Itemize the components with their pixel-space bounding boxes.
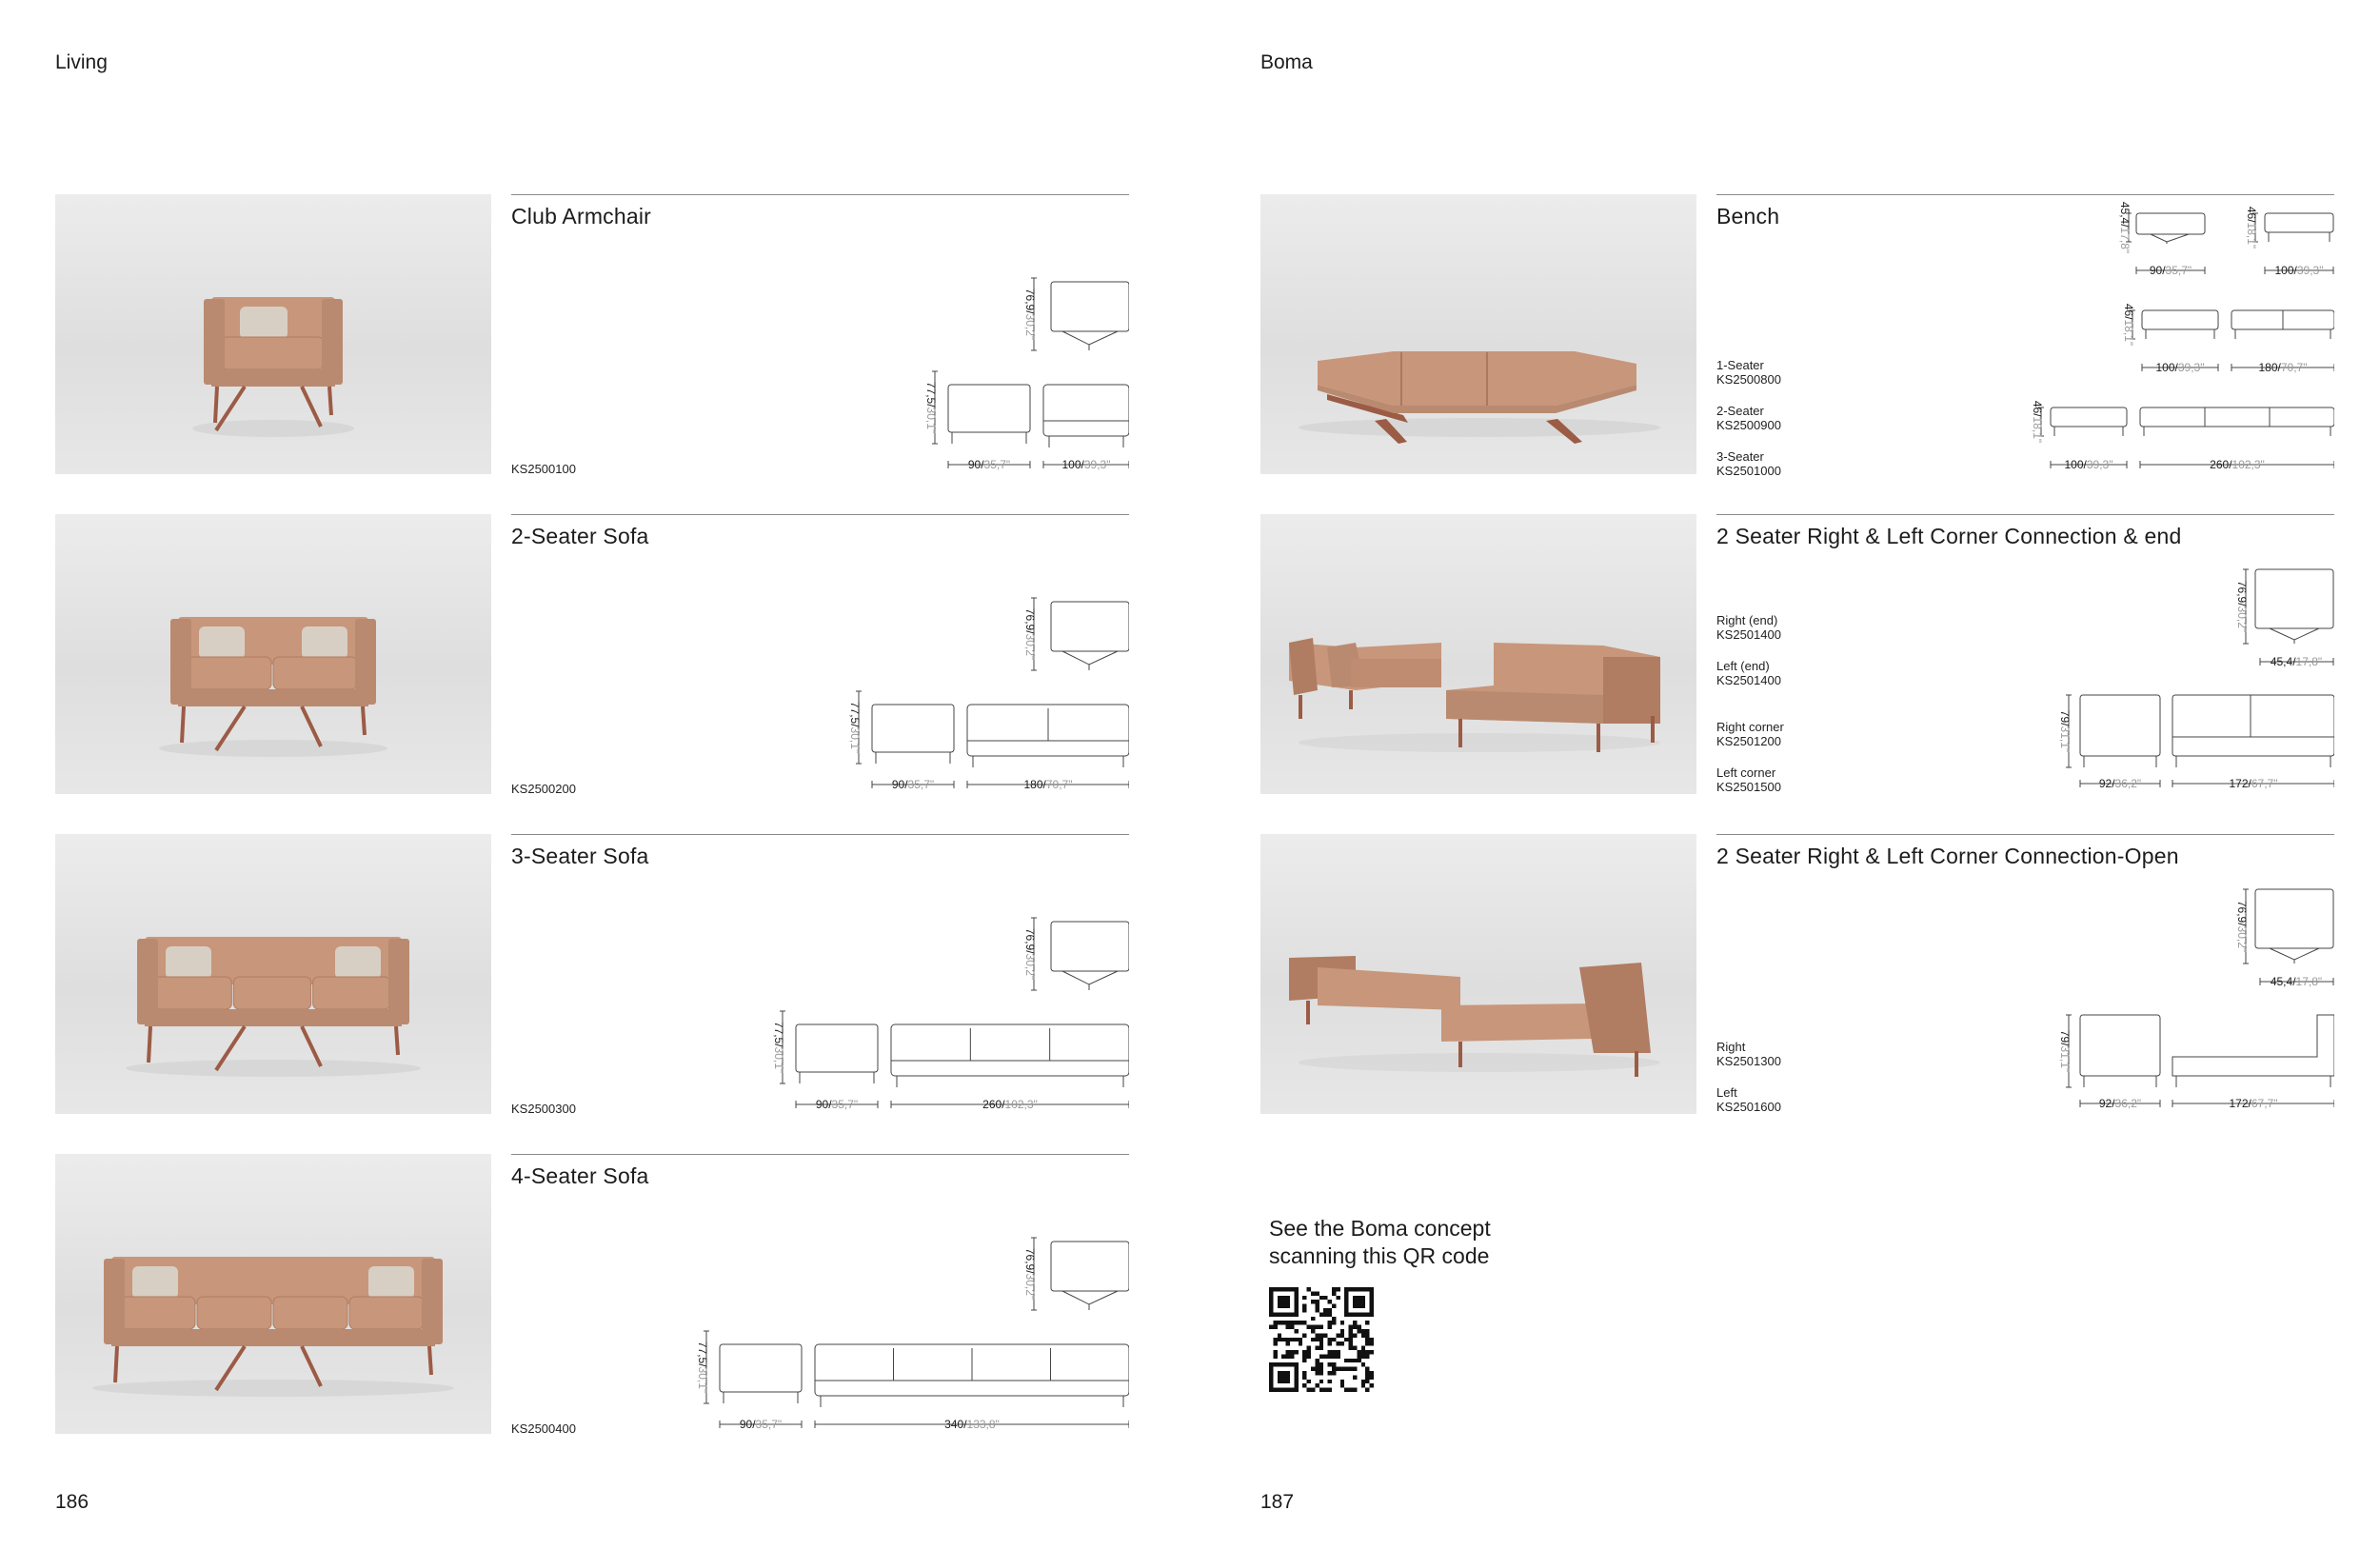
product-title: Club Armchair [511, 204, 652, 229]
dim-width: 260/102,3" [982, 1098, 1038, 1111]
variant-right-corner [1716, 720, 1784, 748]
page-number-left: 186 [55, 1491, 89, 1513]
product-code: KS2500100 [511, 462, 576, 476]
qr-code[interactable] [1269, 1287, 1374, 1392]
product-corner-end [1260, 514, 2334, 794]
section-label-boma: Boma [1260, 51, 1313, 73]
variant-label: 1-Seater [1716, 358, 1764, 372]
dim-corner-open-d-side: 45,4/17,8" [2270, 975, 2323, 988]
dim-corner-open-depth: 92/36,2" [2098, 1097, 2142, 1110]
dim-height-side: 76,9/30,2" [1023, 1247, 1037, 1301]
variant-code: KS2501000 [1716, 464, 1781, 478]
variant-right [1716, 1040, 1781, 1068]
product-title: 2-Seater Sofa [511, 524, 649, 548]
dim-height-side: 76,9/30,2" [1023, 607, 1037, 661]
product-title-corner-end: 2 Seater Right & Left Corner Connection & end [1716, 524, 2182, 548]
technical-drawings [511, 514, 1129, 794]
dim-bench-w2b: 180/70,7" [2258, 361, 2308, 374]
qr-caption [1269, 1215, 1491, 1270]
dim-width: 340/133,8" [944, 1418, 1000, 1431]
dim-corner-end-h-side: 76,9/30,2" [2235, 580, 2249, 633]
variant-2-seater [1716, 404, 1781, 432]
dim-corner-open-h-front: 79/31,1" [2058, 1029, 2072, 1073]
dim-bench-d1: 90/35,7" [2149, 264, 2192, 277]
dim-bench-h2-row3: 46/18,1" [2031, 400, 2044, 444]
product-photo-bench [1260, 194, 1696, 474]
bench-technical-drawings [1917, 194, 2334, 474]
product-photo [55, 514, 491, 794]
dim-width: 180/70,7" [1023, 778, 1073, 791]
dim-depth: 90/35,7" [815, 1098, 859, 1111]
dim-height-side: 76,9/30,2" [1023, 927, 1037, 981]
variant-code: KS2501400 [1716, 627, 1781, 642]
variant-code: KS2501600 [1716, 1100, 1781, 1114]
variant-left [1716, 1085, 1781, 1114]
product-bench [1260, 194, 2334, 478]
dim-depth: 90/35,7" [739, 1418, 783, 1431]
dim-bench-w2a: 100/39,3" [2155, 361, 2205, 374]
variant-label: Left corner [1716, 765, 1776, 780]
variant-code: KS2500900 [1716, 418, 1781, 432]
variant-code: KS2500800 [1716, 372, 1781, 387]
dim-bench-h1: 45,4/17,8" [2118, 201, 2132, 254]
dim-height-side: 76,9/30,2" [1023, 288, 1037, 341]
variant-code: KS2501200 [1716, 734, 1781, 748]
dim-depth: 90/35,7" [891, 778, 935, 791]
dim-depth: 90/35,7" [967, 458, 1011, 471]
dim-height-front: 77,5/30,1" [772, 1021, 785, 1074]
product-code: KS2500200 [511, 782, 576, 796]
variant-left-corner [1716, 765, 1781, 794]
dim-corner-open-h-side: 76,9/30,2" [2235, 900, 2249, 953]
variant-3-seater [1716, 449, 1781, 478]
product-title-bench: Bench [1716, 204, 1780, 229]
qr-caption-line: scanning this QR code [1269, 1243, 1490, 1268]
variant-label: Left (end) [1716, 659, 1770, 673]
variant-label: Right (end) [1716, 613, 1778, 627]
qr-block [1269, 1215, 1491, 1397]
technical-drawings [511, 1154, 1129, 1434]
product-photo [55, 834, 491, 1114]
product-title: 4-Seater Sofa [511, 1163, 649, 1188]
dim-corner-end-width: 172/67,7" [2229, 777, 2278, 790]
section-label-living: Living [55, 51, 108, 73]
dim-bench-h2-row2: 46/18,1" [2122, 303, 2135, 347]
product-photo-corner-open [1260, 834, 1696, 1114]
product-2-seater-sofa [55, 514, 1142, 794]
variant-label: Right corner [1716, 720, 1784, 734]
dim-corner-end-h-front: 79/31,1" [2058, 709, 2072, 753]
product-4-seater-sofa [55, 1154, 1142, 1434]
corner-open-technical-drawings [1917, 834, 2334, 1114]
dim-height-front: 77,5/30,1" [924, 381, 938, 434]
qr-caption-line: See the Boma concept [1269, 1216, 1491, 1241]
dim-height-front: 77,5/30,1" [696, 1341, 709, 1394]
dim-height-front: 77,5/30,1" [848, 701, 862, 754]
variant-label: 2-Seater [1716, 404, 1764, 418]
variant-code: KS2501300 [1716, 1054, 1781, 1068]
page-number-right: 187 [1260, 1491, 1295, 1513]
product-corner-open [1260, 834, 2334, 1114]
dim-corner-end-depth: 92/36,2" [2098, 777, 2142, 790]
dim-corner-end-d-side: 45,4/17,8" [2270, 655, 2323, 668]
product-club-armchair [55, 194, 1142, 474]
dim-width: 100/39,3" [1061, 458, 1111, 471]
dim-bench-w1: 100/39,3" [2274, 264, 2324, 277]
variant-1-seater [1716, 358, 1781, 387]
dim-bench-h2: 46/18,1" [2245, 206, 2258, 249]
variant-label: Right [1716, 1040, 1746, 1054]
product-photo-corner-end [1260, 514, 1696, 794]
variant-label: Left [1716, 1085, 1737, 1100]
product-title: 3-Seater Sofa [511, 844, 649, 868]
product-code: KS2500400 [511, 1421, 576, 1436]
product-3-seater-sofa [55, 834, 1142, 1114]
product-code: KS2500300 [511, 1102, 576, 1116]
product-photo [55, 194, 491, 474]
dim-bench-w3b: 260/102,3" [2210, 458, 2265, 471]
dim-bench-w3a: 100/39,3" [2064, 458, 2113, 471]
technical-drawings [511, 834, 1129, 1114]
variant-code: KS2501500 [1716, 780, 1781, 794]
technical-drawings [511, 194, 1129, 474]
variant-code: KS2501400 [1716, 673, 1781, 687]
product-photo [55, 1154, 491, 1434]
product-title-corner-open: 2 Seater Right & Left Corner Connection-Open [1716, 844, 2179, 868]
variant-label: 3-Seater [1716, 449, 1764, 464]
variant-right-end [1716, 613, 1781, 642]
corner-end-technical-drawings [1917, 514, 2334, 794]
dim-corner-open-width: 172/67,7" [2229, 1097, 2278, 1110]
variant-left-end [1716, 659, 1781, 687]
